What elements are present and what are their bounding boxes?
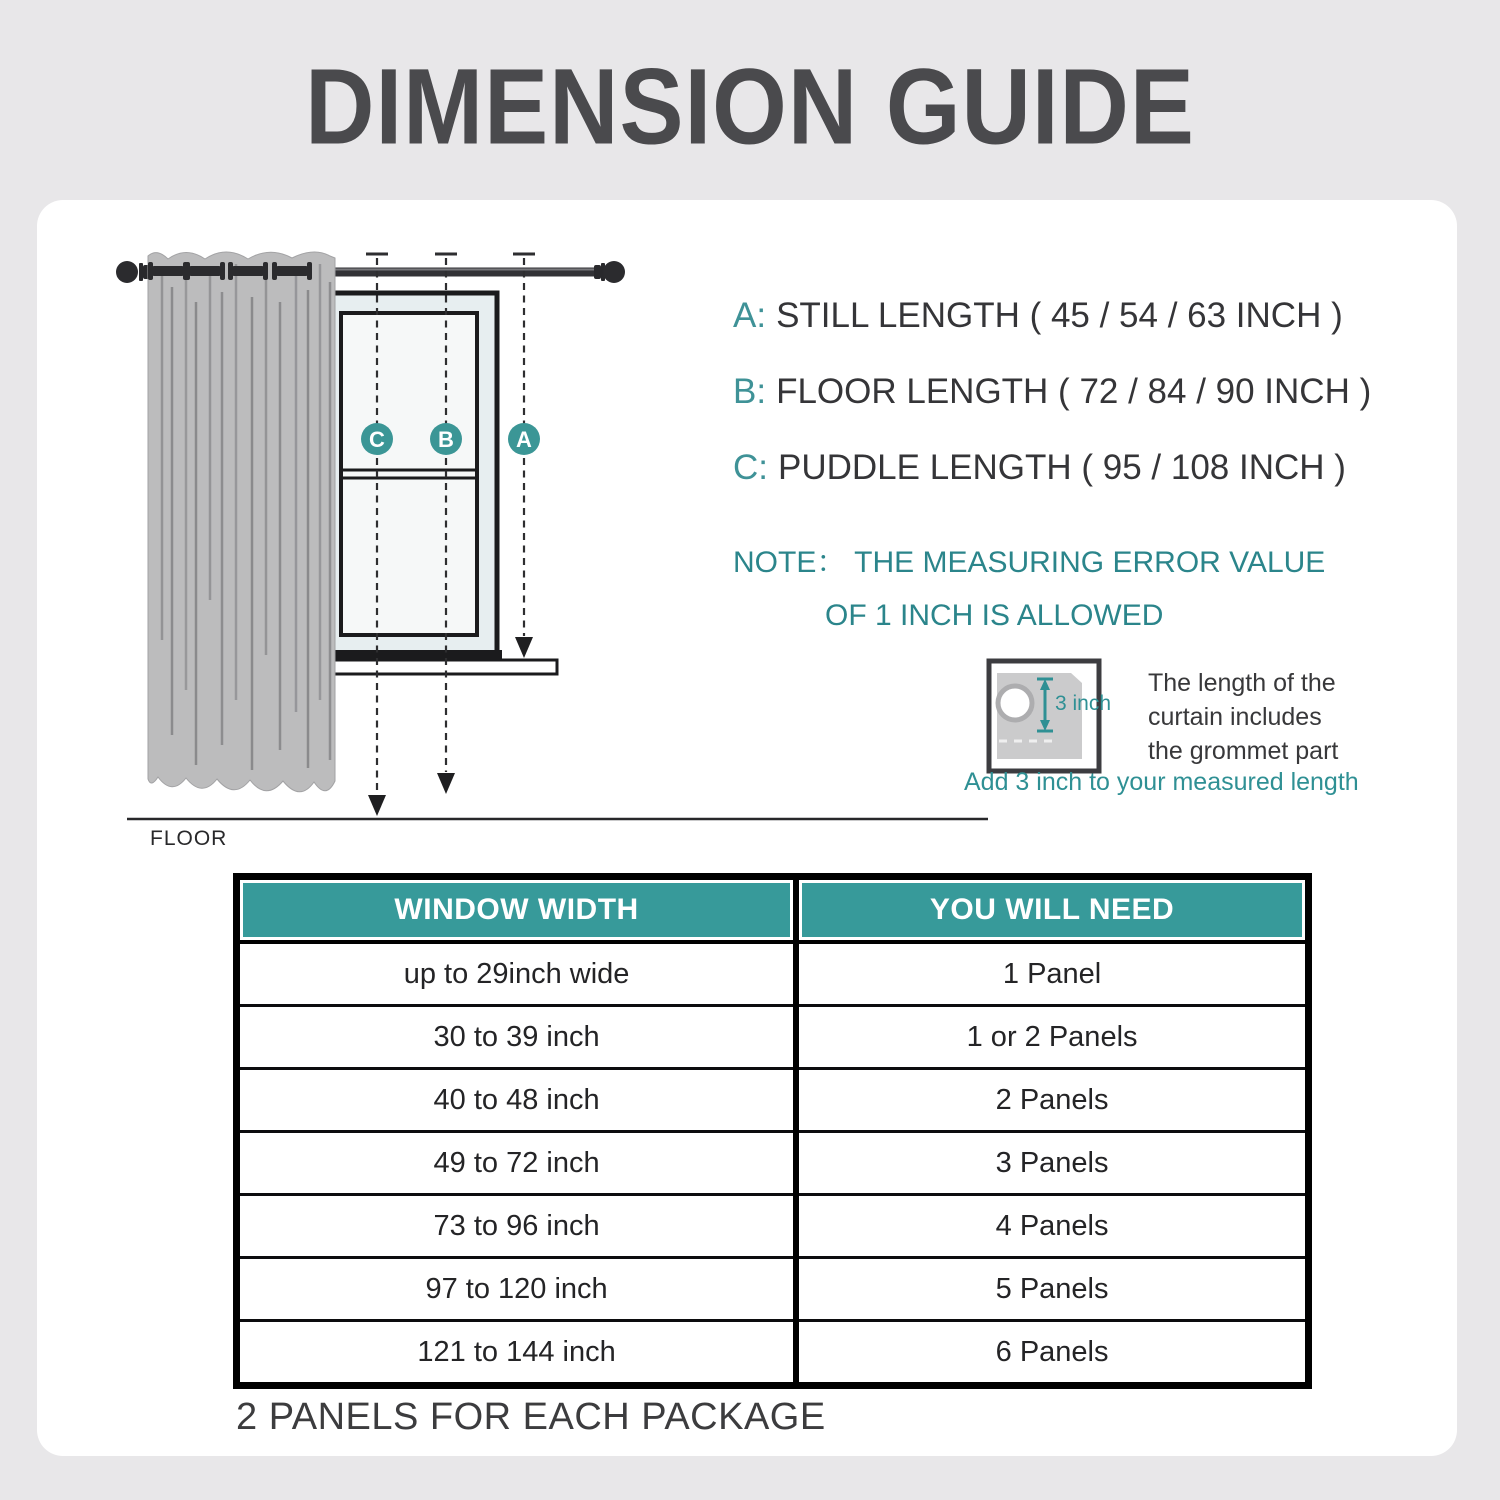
cell-need: 1 Panel <box>796 942 1308 1006</box>
table-row <box>237 1195 1309 1258</box>
cell-need: 1 or 2 Panels <box>796 1006 1308 1069</box>
curtain-panel <box>148 252 335 792</box>
table-row <box>237 1006 1309 1069</box>
badge-a-letter: A <box>516 427 532 452</box>
legend-text-b: FLOOR LENGTH ( 72 / 84 / 90 INCH ) <box>776 372 1372 411</box>
rod-finial-left <box>116 261 138 283</box>
table-row <box>237 942 1309 1006</box>
legend-row-b <box>733 371 1371 413</box>
badge-b-letter: B <box>438 427 454 452</box>
panel-count-table <box>233 873 1312 1389</box>
grommet-diagram <box>985 657 1112 775</box>
cell-need: 6 Panels <box>796 1321 1308 1386</box>
cell-window-width: 30 to 39 inch <box>237 1006 797 1069</box>
cell-need: 2 Panels <box>796 1069 1308 1132</box>
cell-window-width: 97 to 120 inch <box>237 1258 797 1321</box>
badge-c-letter: C <box>369 427 385 452</box>
cell-window-width: 49 to 72 inch <box>237 1132 797 1195</box>
note-line-2: OF 1 INCH IS ALLOWED <box>825 599 1164 632</box>
cell-window-width: up to 29inch wide <box>237 942 797 1006</box>
cell-window-width: 121 to 144 inch <box>237 1321 797 1386</box>
grommet-measure-label: 3 inch <box>1055 692 1112 715</box>
grommet-caption: Add 3 inch to your measured length <box>964 768 1359 796</box>
measuring-note <box>733 537 1325 633</box>
grommet-desc-line-2: curtain includes <box>1148 703 1322 731</box>
legend-key-a: A: <box>733 296 767 335</box>
cell-need: 3 Panels <box>796 1132 1308 1195</box>
legend-key-c: C: <box>733 448 768 487</box>
grommet-desc-line-1: The length of the <box>1148 669 1336 697</box>
cell-need: 4 Panels <box>796 1195 1308 1258</box>
grommet-description <box>1148 666 1338 768</box>
table-header-row <box>237 877 1309 943</box>
window-sill <box>307 660 557 674</box>
table-row <box>237 1069 1309 1132</box>
table-row <box>237 1258 1309 1321</box>
floor-label: FLOOR <box>150 827 228 850</box>
legend-key-b: B: <box>733 372 767 411</box>
window-frame <box>307 293 557 674</box>
rod-finial-right <box>603 261 625 283</box>
grommet-ring <box>998 686 1032 720</box>
legend-text-c: PUDDLE LENGTH ( 95 / 108 INCH ) <box>778 448 1346 487</box>
table-row <box>237 1321 1309 1386</box>
legend-text-a: STILL LENGTH ( 45 / 54 / 63 INCH ) <box>776 296 1343 335</box>
cell-need: 5 Panels <box>796 1258 1308 1321</box>
legend-row-a <box>733 295 1371 337</box>
length-legend <box>733 295 1371 523</box>
note-line-1: NOTE： THE MEASURING ERROR VALUE <box>733 546 1326 579</box>
cell-window-width: 73 to 96 inch <box>237 1195 797 1258</box>
table-row <box>237 1132 1309 1195</box>
legend-row-c <box>733 447 1371 489</box>
page-title: DIMENSION GUIDE <box>305 47 1195 167</box>
measurement-badges <box>361 423 540 455</box>
grommet-desc-line-3: the grommet part <box>1148 737 1339 765</box>
header-you-will-need: YOU WILL NEED <box>796 877 1308 943</box>
package-note: 2 PANELS FOR EACH PACKAGE <box>236 1396 826 1438</box>
cell-window-width: 40 to 48 inch <box>237 1069 797 1132</box>
header-window-width: WINDOW WIDTH <box>237 877 797 943</box>
